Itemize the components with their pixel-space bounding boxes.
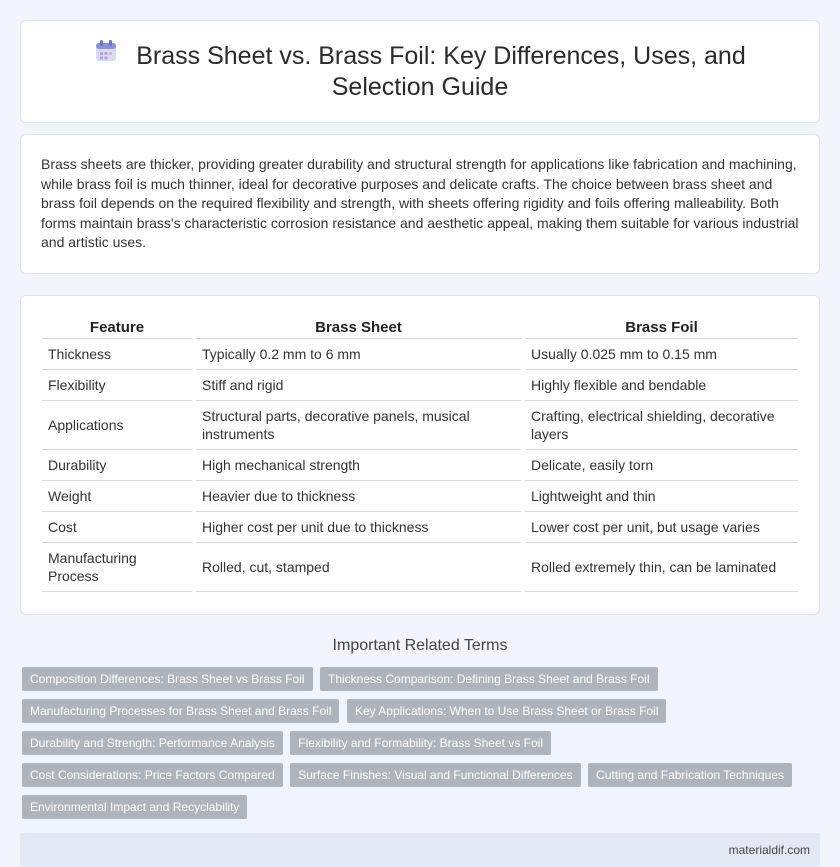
table-row <box>42 543 798 592</box>
table-row <box>42 481 798 512</box>
header-card <box>20 20 820 123</box>
related-term-tag[interactable]: Thickness Comparison: Defining Brass Sheet and Brass Foil <box>320 667 657 691</box>
related-term-tag[interactable]: Composition Differences: Brass Sheet vs Brass Foil <box>22 667 313 691</box>
related-term-tag[interactable]: Cutting and Fabrication Techniques <box>588 763 792 787</box>
row-sheet-cell: Heavier due to thickness <box>196 481 521 512</box>
intro-card <box>20 134 820 274</box>
column-header-brass-foil: Brass Foil <box>525 313 798 339</box>
related-term-tag[interactable]: Surface Finishes: Visual and Functional Differences <box>290 763 580 787</box>
row-sheet-cell: Higher cost per unit due to thickness <box>196 512 521 543</box>
row-feature-cell: Flexibility <box>42 370 192 401</box>
table-row <box>42 339 798 370</box>
row-sheet-cell: Stiff and rigid <box>196 370 521 401</box>
table-header-row <box>42 313 798 339</box>
row-foil-cell: Rolled extremely thin, can be laminated <box>525 543 798 592</box>
related-terms-tags <box>0 667 840 827</box>
footer <box>20 833 820 867</box>
row-sheet-cell: Typically 0.2 mm to 6 mm <box>196 339 521 370</box>
row-foil-cell: Crafting, electrical shielding, decorative layers <box>525 401 798 450</box>
footer-site-link[interactable]: materialdif.com <box>728 843 810 857</box>
page-title-text: Brass Sheet vs. Brass Foil: Key Differences, Uses, and Selection Guide <box>136 41 746 101</box>
related-term-tag[interactable]: Manufacturing Processes for Brass Sheet and Brass Foil <box>22 699 339 723</box>
row-foil-cell: Delicate, easily torn <box>525 450 798 481</box>
row-sheet-cell: Rolled, cut, stamped <box>196 543 521 592</box>
row-sheet-cell: Structural parts, decorative panels, musical instruments <box>196 401 521 450</box>
related-terms-section <box>0 637 840 827</box>
calendar-icon <box>94 39 118 70</box>
related-term-tag[interactable]: Durability and Strength: Performance Analysis <box>22 731 283 755</box>
column-header-feature: Feature <box>42 313 192 339</box>
comparison-table-card <box>20 295 820 615</box>
row-foil-cell: Lower cost per unit, but usage varies <box>525 512 798 543</box>
row-sheet-cell: High mechanical strength <box>196 450 521 481</box>
table-row <box>42 370 798 401</box>
row-foil-cell: Lightweight and thin <box>525 481 798 512</box>
row-foil-cell: Highly flexible and bendable <box>525 370 798 401</box>
row-feature-cell: Durability <box>42 450 192 481</box>
row-feature-cell: Thickness <box>42 339 192 370</box>
page-title <box>51 42 789 102</box>
related-term-tag[interactable]: Cost Considerations: Price Factors Compared <box>22 763 283 787</box>
row-foil-cell: Usually 0.025 mm to 0.15 mm <box>525 339 798 370</box>
row-feature-cell: Manufacturing Process <box>42 543 192 592</box>
related-terms-heading: Important Related Terms <box>332 637 508 654</box>
row-feature-cell: Cost <box>42 512 192 543</box>
table-row <box>42 512 798 543</box>
related-term-tag[interactable]: Flexibility and Formability: Brass Sheet vs Foil <box>290 731 551 755</box>
table-row <box>42 450 798 481</box>
comparison-table <box>38 313 802 592</box>
row-feature-cell: Weight <box>42 481 192 512</box>
row-feature-cell: Applications <box>42 401 192 450</box>
related-term-tag[interactable]: Key Applications: When to Use Brass Sheet or Brass Foil <box>347 699 666 723</box>
column-header-brass-sheet: Brass Sheet <box>196 313 521 339</box>
table-row <box>42 401 798 450</box>
related-term-tag[interactable]: Environmental Impact and Recyclability <box>22 795 247 819</box>
intro-text: Brass sheets are thicker, providing greater durability and structural strength for applications like fabrication and machining, while brass foil is much thinner, ideal for decorative purposes and delicate crafts. The choice between brass sheet and brass foil depends on the required flexibility and strength, with sheets offering rigidity and foils offering malleability. Both forms maintain brass's characteristic corrosion resistance and aesthetic appeal, making them suitable for various industrial and artistic uses. <box>41 156 799 250</box>
